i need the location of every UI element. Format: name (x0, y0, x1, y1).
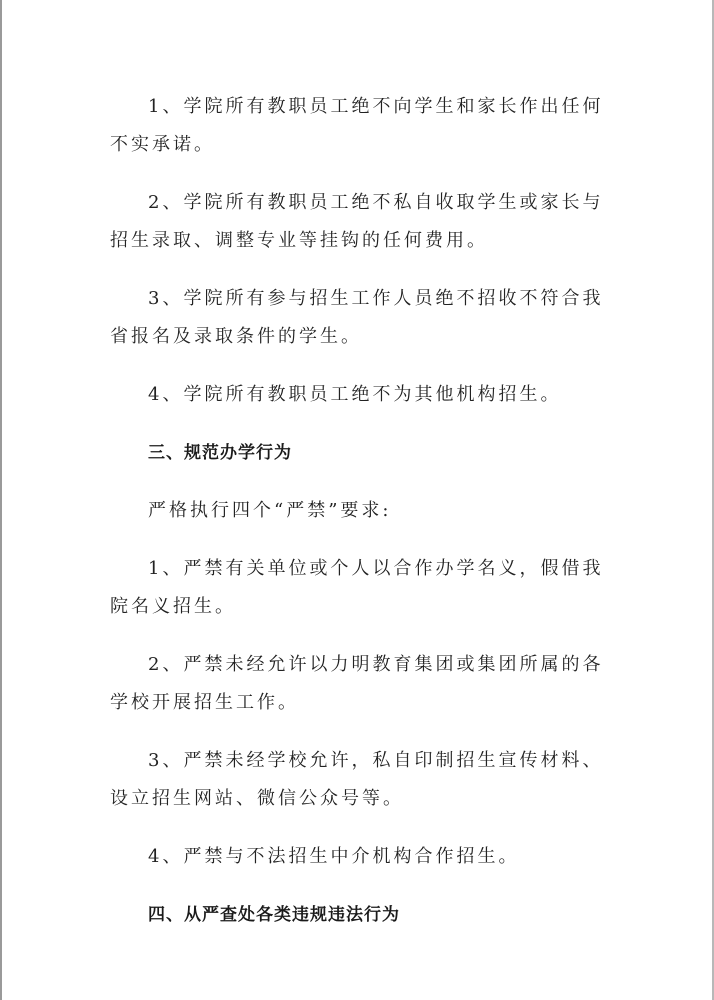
section-3-heading: 三、规范办学行为 (148, 443, 292, 463)
section-3-item-4: 4、严禁与不法招生中介机构合作招生。 (148, 846, 520, 867)
document-body (110, 88, 610, 954)
section-3-item-2: 2、严禁未经允许以力明教育集团或集团所属的各学校开展招生工作。 (110, 654, 604, 713)
paragraph-3: 3、学院所有参与招生工作人员绝不招收不符合我省报名及录取条件的学生。 (110, 288, 604, 347)
paragraph-1: 1、学院所有教职员工绝不向学生和家长作出任何不实承诺。 (110, 96, 604, 155)
section-3-item-1: 1、严禁有关单位或个人以合作办学名义，假借我院名义招生。 (110, 558, 604, 617)
paragraph-4: 4、学院所有教职员工绝不为其他机构招生。 (148, 384, 562, 405)
page-left-edge (0, 0, 2, 1000)
section-3-item-3: 3、严禁未经学校允许，私自印制招生宣传材料、设立招生网站、微信公众号等。 (110, 750, 604, 809)
paragraph-2: 2、学院所有教职员工绝不私自收取学生或家长与招生录取、调整专业等挂钩的任何费用。 (110, 192, 604, 251)
section-4-heading: 四、从严查处各类违规违法行为 (148, 905, 400, 925)
section-3-intro: 严格执行四个“严禁”要求: (148, 500, 392, 521)
